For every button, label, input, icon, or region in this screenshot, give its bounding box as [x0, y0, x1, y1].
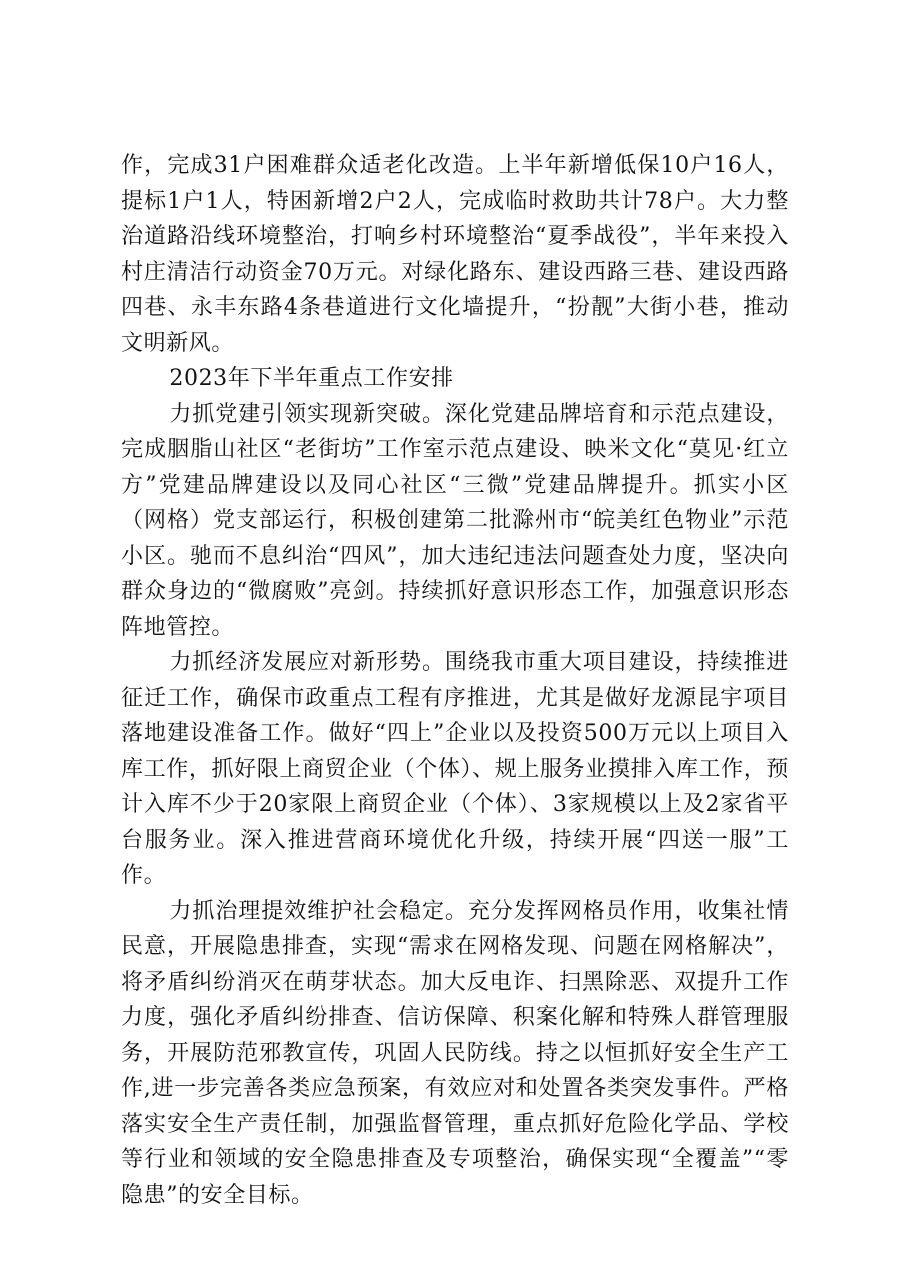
document-body — [121, 148, 789, 1213]
section-heading: 2023年下半年重点工作安排 — [169, 366, 454, 391]
paragraph-continuation: 作，完成31户困难群众适老化改造。上半年新增低保10户16人，提标1户1人，特困新增2户2人，完成临时救助共计78户。大力整治道路沿线环境整治，打响乡村环境整治“夏季战役”，半年来投入村庄清洁行动资金70万元。对绿化路东、建设西路三巷、建设西路四巷、永丰东路4条巷道进行文化墙提升，“扮靓”大街小巷，推动文明新风。 — [121, 153, 789, 356]
paragraph-party-building: 力抓党建引领实现新突破。深化党建品牌培育和示范点建设，完成胭脂山社区“老街坊”工作室示范点建设、映米文化“莫见·红立方”党建品牌建设以及同心社区“三微”党建品牌提升。抓实小区（网格）党支部运行，积极创建第二批滁州市“皖美红色物业”示范小区。驰而不息纠治“四风”，加大违纪违法问题查处力度，坚决向群众身边的“微腐败”亮剑。持续抓好意识形态工作，加强意识形态阵地管控。 — [121, 401, 789, 640]
paragraph-social-governance: 力抓治理提效维护社会稳定。充分发挥网格员作用，收集社情民意，开展隐患排查，实现“需求在网格发现、问题在网格解决”，将矛盾纠纷消灭在萌芽状态。加大反电诈、扫黑除恶、双提升工作力度，强化矛盾纠纷排查、信访保障、积案化解和特殊人群管理服务，开展防范邪教宣传，巩固人民防线。持之以恒抓好安全生产工作,进一步完善各类应急预案，有效应对和处置各类突发事件。严格落实安全生产责任制，加强监督管理，重点抓好危险化学品、学校等行业和领域的安全隐患排查及专项整治，确保实现“全覆盖”“零隐患”的安全目标。 — [121, 898, 789, 1208]
paragraph-economic-development: 力抓经济发展应对新形势。围绕我市重大项目建设，持续推进征迁工作，确保市政重点工程有序推进，尤其是做好龙源昆宇项目落地建设准备工作。做好“四上”企业以及投资500万元以上项目入库工作，抓好限上商贸企业（个体）、规上服务业摸排入库工作，预计入库不少于20家限上商贸企业（个体）、3家规模以上及2家省平台服务业。深入推进营商环境优化升级，持续开展“四送一服”工作。 — [121, 650, 789, 888]
